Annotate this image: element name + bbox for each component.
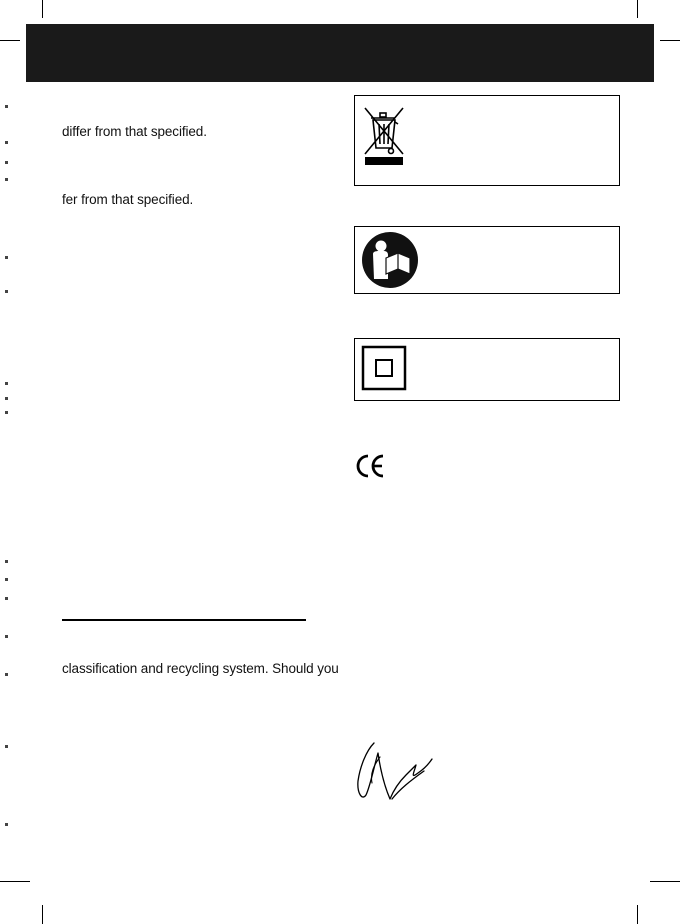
signature: [352, 737, 438, 809]
crossed-out-wheelie-bin-icon: [361, 102, 407, 168]
margin-tick: [5, 560, 8, 563]
body-text-line: fer from that specified.: [62, 192, 194, 207]
margin-tick: [5, 635, 8, 638]
margin-tick: [5, 673, 8, 676]
class-ii-symbol-box: [354, 338, 620, 401]
margin-tick: [5, 290, 8, 293]
signature-drawing: [352, 737, 438, 809]
margin-tick: [5, 161, 8, 164]
margin-tick: [5, 141, 8, 144]
double-insulation-icon: [361, 345, 409, 393]
margin-tick: [5, 178, 8, 181]
crop-mark-tl-v: [42, 0, 43, 18]
crop-mark-br-v: [637, 905, 638, 924]
body-text-line: classification and recycling system. Should you: [62, 661, 339, 676]
crop-mark-bl-h: [0, 881, 30, 882]
ce-mark: [356, 453, 386, 479]
crop-mark-tr-h: [660, 40, 680, 41]
margin-tick: [5, 105, 8, 108]
margin-tick: [5, 597, 8, 600]
margin-tick: [5, 578, 8, 581]
ce-mark-icon: [356, 453, 386, 479]
section-divider: [62, 619, 306, 621]
body-text-line: differ from that specified.: [62, 124, 207, 139]
margin-tick: [5, 382, 8, 385]
crop-mark-br-h: [650, 881, 680, 882]
margin-tick: [5, 256, 8, 259]
crop-mark-tr-v: [637, 0, 638, 18]
margin-tick: [5, 411, 8, 414]
margin-tick: [5, 397, 8, 400]
weee-symbol-box: [354, 95, 620, 186]
header-bar: [26, 24, 654, 82]
margin-tick: [5, 745, 8, 748]
crop-mark-tl-h: [0, 40, 20, 41]
crop-mark-bl-v: [42, 905, 43, 924]
read-manual-icon: [361, 231, 419, 289]
margin-tick: [5, 823, 8, 826]
manual-symbol-box: [354, 226, 620, 294]
